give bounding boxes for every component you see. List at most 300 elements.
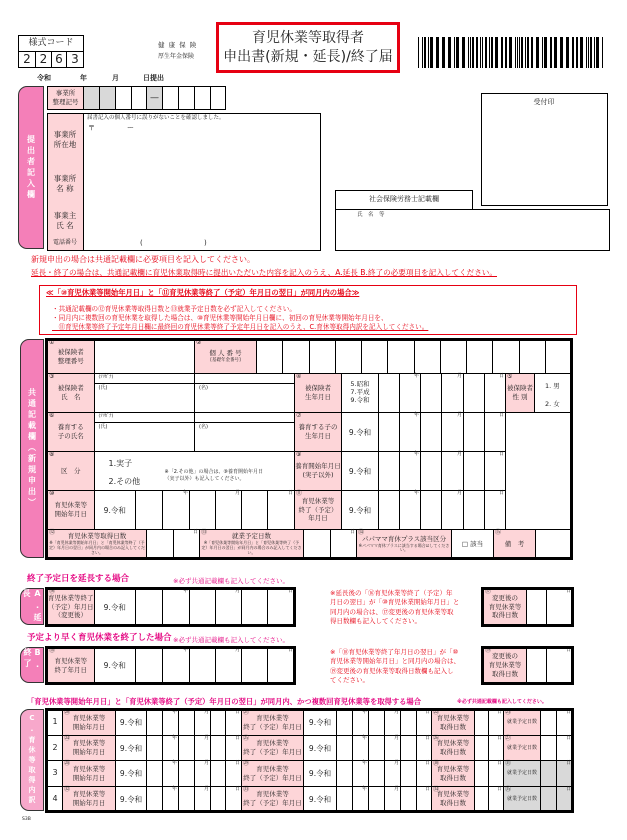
remarks-input[interactable] bbox=[535, 529, 572, 559]
barcode-bar bbox=[602, 37, 603, 68]
office-code-cell[interactable] bbox=[194, 86, 211, 110]
barcode-bar bbox=[448, 37, 451, 68]
leave-end-date-digit-input[interactable] bbox=[484, 490, 506, 530]
date-unit-label: 年 bbox=[182, 647, 188, 653]
barcode bbox=[418, 37, 605, 68]
notice-line: ・共通記載欄の⑫育児休業等取得日数と⑬就業予定日数を必ず記入してください。 bbox=[52, 305, 296, 313]
barcode-bar bbox=[515, 37, 516, 68]
insured-surname-input[interactable] bbox=[94, 373, 196, 413]
personal-number-digit-input[interactable] bbox=[309, 339, 336, 374]
breakdown-leave-days-input[interactable] bbox=[474, 786, 489, 812]
insured-given-name-input[interactable] bbox=[194, 373, 295, 413]
care-start-label-number: ⑨ bbox=[296, 451, 302, 458]
personal-number-digit-input[interactable] bbox=[466, 339, 493, 374]
barcode-bar bbox=[424, 37, 426, 68]
leave-start-date-digit-input[interactable] bbox=[215, 490, 242, 530]
breakdown-start-date-digit-input[interactable] bbox=[178, 735, 195, 761]
care-start-date-digit-input[interactable] bbox=[420, 451, 442, 491]
barcode-bar bbox=[580, 37, 583, 68]
extension-date-digit-input[interactable] bbox=[241, 588, 268, 626]
child-birthdate-digit-input[interactable] bbox=[378, 412, 400, 452]
breakdown-start-date-digit-input[interactable] bbox=[225, 760, 242, 787]
breakdown-leave-days-label-text: 育児休業等 取得日数 bbox=[436, 713, 470, 731]
section-extension-info: ※延長後の「⑯育児休業等終了（予定）年 月日の翌日」が「⑩育児休業開始年月日」と 同月内の場合は、⑰変更後の育児休業等取 得日数欄も記入してください。 bbox=[330, 589, 460, 626]
date-unit-label: 年 bbox=[361, 735, 367, 741]
day-unit: 日 bbox=[192, 529, 198, 535]
barcode-bar bbox=[489, 37, 490, 68]
breakdown-leave-days-input[interactable] bbox=[488, 709, 504, 736]
breakdown-start-label bbox=[62, 709, 116, 736]
breakdown-end-label-text: 育児休業等 終了（予定）年月日 bbox=[243, 790, 302, 807]
extension-date-digit-input[interactable] bbox=[189, 588, 216, 626]
breakdown-end-label-text: 育児休業等 終了（予定）年月日 bbox=[243, 764, 302, 782]
form-title-line2: 申出書(新規・延長)/終了届 bbox=[223, 48, 393, 65]
leave-days-input[interactable] bbox=[146, 529, 174, 559]
leave-end-date-digit-input[interactable] bbox=[399, 490, 421, 530]
termination-date-label-number: ⑱ bbox=[49, 647, 56, 654]
breakdown-leave-days-input[interactable] bbox=[474, 760, 489, 787]
office-address-label: 事業所 所在地 bbox=[53, 130, 77, 149]
date-unit-label: 月 bbox=[203, 786, 209, 792]
extension-changed-days-input[interactable] bbox=[546, 588, 573, 626]
date-unit-label: 年 bbox=[413, 451, 419, 457]
leave-end-date-digit-input[interactable] bbox=[463, 490, 485, 530]
office-code-cell[interactable] bbox=[131, 86, 147, 110]
section-termination-title: 予定より早く育児休業を終了した場合 bbox=[27, 633, 172, 643]
given-name-label: (名) bbox=[199, 424, 208, 430]
section-c-title: 「育児休業等開始年月日」と「育児休業等終了（予定）年月日の翌日」が同月内、かつ複数回育児休業等を取得する場合 bbox=[27, 697, 422, 706]
breakdown-work-days-input[interactable] bbox=[540, 735, 557, 761]
breakdown-end-date-digit-input[interactable] bbox=[352, 786, 369, 812]
category-option-biological[interactable]: 1.実子 bbox=[108, 459, 133, 468]
breakdown-start-date-digit-input[interactable] bbox=[146, 760, 163, 787]
breakdown-end-label bbox=[241, 760, 304, 787]
breakdown-end-date-digit-input[interactable] bbox=[368, 735, 385, 761]
insured-sex-input[interactable] bbox=[534, 373, 572, 413]
breakdown-start-date-digit-input[interactable] bbox=[146, 709, 163, 736]
insured-birthdate-digit-input[interactable] bbox=[441, 373, 464, 413]
breakdown-leave-days-label-number: ㉒ bbox=[433, 709, 440, 716]
breakdown-leave-days-input[interactable] bbox=[488, 786, 504, 812]
work-days-input[interactable] bbox=[330, 529, 357, 559]
termination-date-digit-input[interactable] bbox=[215, 647, 242, 684]
date-unit-label: 日 bbox=[234, 786, 240, 792]
personal-number-digit-input[interactable] bbox=[282, 339, 309, 374]
insured-birthdate-digit-input[interactable] bbox=[463, 373, 485, 413]
breakdown-end-date-digit-input[interactable] bbox=[400, 709, 417, 736]
barcode-bar bbox=[588, 37, 589, 68]
sharoushi-name-label: 氏 名 等 bbox=[357, 212, 385, 218]
barcode-bar bbox=[536, 37, 539, 68]
date-unit-label: 年 bbox=[182, 588, 188, 594]
breakdown-work-days-label bbox=[503, 786, 541, 812]
extension-date-label bbox=[47, 588, 95, 626]
breakdown-end-date-digit-input[interactable] bbox=[336, 709, 353, 736]
barcode-bar bbox=[572, 37, 574, 68]
breakdown-start-label-number: ㉜ bbox=[64, 786, 71, 793]
category-label bbox=[47, 451, 95, 491]
insured-birthdate-label-number: ④ bbox=[296, 373, 302, 380]
breakdown-start-label bbox=[62, 786, 116, 812]
breakdown-end-era: 9.令和 bbox=[303, 786, 337, 812]
breakdown-work-days-label-text: 就業予定日数 bbox=[506, 770, 537, 777]
breakdown-end-date-digit-input[interactable] bbox=[400, 786, 417, 812]
papa-mama-plus-label-number: ⑭ bbox=[358, 529, 365, 536]
sex-option-female[interactable]: 2. 女 bbox=[545, 400, 560, 408]
personal-number-digit-input[interactable] bbox=[440, 339, 467, 374]
work-days-label-number: ⑬ bbox=[201, 529, 208, 536]
breakdown-leave-days-label-number: ㉞ bbox=[433, 786, 440, 793]
date-unit-label: 月 bbox=[456, 373, 462, 379]
breakdown-start-date-digit-input[interactable] bbox=[162, 786, 179, 812]
breakdown-leave-days-input[interactable] bbox=[474, 735, 489, 761]
extension-changed-days-label-number: ⑰ bbox=[485, 588, 492, 595]
date-unit-label: 月 bbox=[234, 490, 240, 496]
insured-sex-label bbox=[505, 373, 535, 413]
notice-title: ≪「⑩育児休業等開始年月日」と「⑪育児休業等終了（予定）年月日の翌日」が同月内の場合≫ bbox=[46, 288, 360, 297]
breakdown-start-date-digit-input[interactable] bbox=[162, 735, 179, 761]
breakdown-end-date-digit-input[interactable] bbox=[384, 735, 401, 761]
termination-changed-days-input[interactable] bbox=[546, 647, 573, 684]
termination-changed-days-input[interactable] bbox=[526, 647, 547, 684]
extension-date-label-number: ⑯ bbox=[49, 588, 56, 595]
leave-end-date-digit-input[interactable] bbox=[378, 490, 400, 530]
owner-name-label: 事業主 氏 名 bbox=[53, 211, 77, 230]
leave-end-label-number: ⑪ bbox=[296, 490, 303, 497]
breakdown-start-date-digit-input[interactable] bbox=[225, 786, 242, 812]
date-unit-label: 日 bbox=[234, 735, 240, 741]
insured-birth-era[interactable]: 5.昭和 7.平成 9.令和 bbox=[341, 373, 379, 413]
furigana-label: (ﾌﾘｶﾞﾅ) bbox=[98, 414, 114, 419]
leave-end-label-text: 育児休業等 終了（予定） 年月日 bbox=[298, 496, 338, 523]
given-name-label: (名) bbox=[199, 385, 208, 391]
barcode-bar bbox=[501, 37, 503, 68]
child-name-label bbox=[47, 412, 95, 452]
breakdown-start-label-text: 育児休業等 開始年月日 bbox=[72, 713, 106, 731]
child-birthdate-digit-input[interactable] bbox=[441, 412, 464, 452]
barcode-bar bbox=[480, 37, 481, 68]
barcode-bar bbox=[566, 37, 569, 68]
form-title-box bbox=[216, 22, 400, 73]
barcode-bar bbox=[594, 37, 595, 68]
breakdown-start-date-digit-input[interactable] bbox=[194, 786, 211, 812]
breakdown-work-days-input bbox=[540, 786, 557, 812]
barcode-bar bbox=[495, 37, 498, 68]
breakdown-row-number: 2 bbox=[47, 735, 63, 761]
date-unit-label: 月 bbox=[456, 490, 462, 496]
child-birthdate-digit-input[interactable] bbox=[420, 412, 442, 452]
office-code-cell[interactable] bbox=[178, 86, 195, 110]
leave-start-date-digit-input[interactable] bbox=[267, 490, 295, 530]
breakdown-end-date-digit-input[interactable] bbox=[352, 760, 369, 787]
breakdown-leave-days-label-text: 育児休業等 取得日数 bbox=[436, 739, 470, 756]
breakdown-start-label-number: ㉘ bbox=[64, 760, 71, 767]
insured-birthdate-digit-input[interactable] bbox=[420, 373, 442, 413]
breakdown-end-date-digit-input[interactable] bbox=[416, 709, 432, 736]
date-unit-label: 日 bbox=[498, 412, 504, 418]
child-birthdate-digit-input[interactable] bbox=[399, 412, 421, 452]
breakdown-end-label-number: ㉑ bbox=[243, 709, 250, 716]
office-code-cell[interactable] bbox=[162, 86, 179, 110]
date-unit-label: 日 bbox=[424, 786, 430, 792]
personal-number-digit-input[interactable] bbox=[387, 339, 414, 374]
leave-start-era: 9.令和 bbox=[94, 490, 137, 530]
breakdown-end-date-digit-input[interactable] bbox=[368, 786, 385, 812]
remarks-label-number: ⑮ bbox=[495, 529, 502, 536]
breakdown-end-date-digit-input[interactable] bbox=[352, 709, 369, 736]
insured-number-label bbox=[47, 339, 95, 374]
breakdown-leave-days-input[interactable] bbox=[474, 709, 489, 736]
barcode-bar bbox=[470, 37, 471, 68]
breakdown-end-date-digit-input[interactable] bbox=[416, 786, 432, 812]
care-start-date-digit-input[interactable] bbox=[399, 451, 421, 491]
leave-days-input[interactable] bbox=[173, 529, 200, 559]
date-unit-label: 日 bbox=[498, 451, 504, 457]
breakdown-end-date-digit-input[interactable] bbox=[336, 760, 353, 787]
breakdown-end-label-number: ㉙ bbox=[243, 760, 250, 767]
barcode-bar bbox=[519, 37, 520, 68]
breakdown-start-date-digit-input[interactable] bbox=[178, 760, 195, 787]
category-note: ※「2.その他」の場合は、⑨養育開始年月日 （実子以外）も記入してください。 bbox=[164, 469, 263, 482]
leave-start-date-digit-input[interactable] bbox=[162, 490, 190, 530]
sharoushi-label: 社会保険労務士記載欄 bbox=[335, 190, 473, 210]
breakdown-work-days-input[interactable] bbox=[540, 709, 557, 736]
breakdown-start-date-digit-input[interactable] bbox=[162, 709, 179, 736]
personal-number-digit-input[interactable] bbox=[256, 339, 283, 374]
category-input[interactable] bbox=[94, 451, 296, 491]
extension-changed-days-input[interactable] bbox=[526, 588, 547, 626]
insured-birthdate-digit-input[interactable] bbox=[378, 373, 400, 413]
termination-date-digit-input[interactable] bbox=[189, 647, 216, 684]
date-unit-label: 日 bbox=[287, 490, 293, 496]
insurance-health-label: 健 康 保 険 bbox=[158, 41, 198, 49]
extension-date-digit-input[interactable] bbox=[267, 588, 295, 626]
receipt-stamp-label: 受付印 bbox=[533, 98, 555, 106]
breakdown-end-label-number: ㉕ bbox=[243, 735, 250, 742]
breakdown-start-date-digit-input[interactable] bbox=[210, 735, 226, 761]
date-unit-label: 日 bbox=[498, 490, 504, 496]
personal-number-digit-input[interactable] bbox=[335, 339, 362, 374]
breakdown-start-label-text: 育児休業等 開始年月日 bbox=[72, 790, 106, 807]
breakdown-start-date-digit-input[interactable] bbox=[178, 786, 195, 812]
breakdown-start-date-digit-input[interactable] bbox=[162, 760, 179, 787]
care-start-era: 9.令和 bbox=[341, 451, 379, 491]
breakdown-start-label-text: 育児休業等 開始年月日 bbox=[72, 739, 106, 756]
breakdown-end-date-digit-input[interactable] bbox=[400, 760, 417, 787]
child-birthdate-label-number: ⑦ bbox=[296, 412, 302, 419]
breakdown-start-date-digit-input[interactable] bbox=[194, 760, 211, 787]
furigana-label: (ﾌﾘｶﾞﾅ) bbox=[98, 375, 114, 380]
personal-number-label bbox=[194, 339, 257, 374]
leave-start-date-digit-input[interactable] bbox=[241, 490, 268, 530]
date-unit-label: 月 bbox=[393, 760, 399, 766]
work-days-input[interactable] bbox=[303, 529, 331, 559]
breakdown-end-date-digit-input[interactable] bbox=[352, 735, 369, 761]
remarks-label-text: 備 考 bbox=[504, 539, 525, 548]
breakdown-start-label-number: ㉔ bbox=[64, 735, 71, 742]
termination-date-digit-input[interactable] bbox=[135, 647, 163, 684]
leave-end-label bbox=[294, 490, 342, 530]
office-code-cell[interactable] bbox=[210, 86, 226, 110]
termination-date-digit-input[interactable] bbox=[267, 647, 295, 684]
submit-day-label: 日提出 bbox=[143, 74, 164, 82]
form-title-line1: 育児休業等取得者 bbox=[252, 29, 364, 46]
furigana-divider bbox=[94, 383, 294, 384]
barcode-bar bbox=[542, 37, 543, 68]
insured-name-label bbox=[47, 373, 95, 413]
insured-birthdate-label bbox=[294, 373, 342, 413]
insured-birthdate-digit-input[interactable] bbox=[399, 373, 421, 413]
day-unit: 日 bbox=[565, 647, 571, 653]
care-start-date-digit-input[interactable] bbox=[441, 451, 464, 491]
footer-code: S3B bbox=[22, 817, 31, 822]
owner-name-input[interactable] bbox=[88, 203, 318, 233]
surname-label: (氏) bbox=[98, 385, 108, 391]
leave-days-label bbox=[47, 529, 147, 559]
submit-year-label: 年 bbox=[80, 74, 87, 82]
breakdown-end-date-digit-input[interactable] bbox=[368, 760, 385, 787]
office-name-input[interactable] bbox=[88, 168, 318, 198]
termination-date-digit-input[interactable] bbox=[162, 647, 190, 684]
breakdown-end-date-digit-input[interactable] bbox=[384, 760, 401, 787]
leave-end-era: 9.令和 bbox=[341, 490, 379, 530]
breakdown-end-era: 9.令和 bbox=[303, 735, 337, 761]
extension-date-digit-input[interactable] bbox=[135, 588, 163, 626]
child-surname-input[interactable] bbox=[94, 412, 196, 452]
breakdown-start-date-digit-input[interactable] bbox=[210, 786, 226, 812]
breakdown-end-date-digit-input[interactable] bbox=[416, 760, 432, 787]
date-unit-label: 月 bbox=[234, 647, 240, 653]
insured-birthdate-digit-input[interactable] bbox=[484, 373, 506, 413]
form-code-label: 様式コード bbox=[18, 35, 84, 52]
care-start-date-digit-input[interactable] bbox=[378, 451, 400, 491]
leave-end-date-digit-input[interactable] bbox=[420, 490, 442, 530]
breakdown-start-date-digit-input[interactable] bbox=[225, 735, 242, 761]
child-name-label-number: ⑥ bbox=[49, 412, 55, 419]
insured-sex-label-text: 被保険者 性 別 bbox=[507, 384, 533, 401]
day-unit: 日 bbox=[565, 786, 571, 792]
breakdown-end-date-digit-input[interactable] bbox=[368, 709, 385, 736]
breakdown-end-era: 9.令和 bbox=[303, 760, 337, 787]
care-start-date-digit-input[interactable] bbox=[484, 451, 506, 491]
extension-date-digit-input[interactable] bbox=[215, 588, 242, 626]
date-unit-label: 日 bbox=[424, 709, 430, 715]
leave-start-date-digit-input[interactable] bbox=[189, 490, 216, 530]
insured-name-label-text: 被保険者 氏 名 bbox=[57, 384, 84, 401]
termination-date-digit-input[interactable] bbox=[241, 647, 268, 684]
personal-number-digit-input[interactable] bbox=[361, 339, 388, 374]
leave-days-label-text: 育児休業等取得日数 bbox=[67, 532, 127, 541]
category-option-other[interactable]: 2.その他 bbox=[108, 477, 141, 486]
category-label-text: 区 分 bbox=[61, 466, 81, 475]
breakdown-start-date-digit-input[interactable] bbox=[210, 709, 226, 736]
breakdown-work-days-label-number: ㉛ bbox=[505, 760, 512, 767]
breakdown-end-date-digit-input[interactable] bbox=[336, 786, 353, 812]
papa-mama-plus-label-text: パパママ育休プラス該当区分 bbox=[361, 534, 447, 543]
day-unit: 日 bbox=[565, 760, 571, 766]
breakdown-row-number: 3 bbox=[47, 760, 63, 787]
date-unit-label: 月 bbox=[234, 588, 240, 594]
personal-number-label-number: ② bbox=[196, 339, 202, 346]
leave-start-date-digit-input[interactable] bbox=[135, 490, 163, 530]
breakdown-end-date-digit-input[interactable] bbox=[384, 709, 401, 736]
personal-number-digit-input[interactable] bbox=[519, 339, 546, 374]
breakdown-leave-days-input[interactable] bbox=[488, 760, 504, 787]
date-unit-label: 年 bbox=[413, 490, 419, 496]
work-days-label bbox=[199, 529, 304, 559]
breakdown-end-date-digit-input[interactable] bbox=[400, 735, 417, 761]
care-start-date-digit-input[interactable] bbox=[463, 451, 485, 491]
breakdown-start-date-digit-input[interactable] bbox=[225, 709, 242, 736]
office-code-cell bbox=[83, 86, 100, 110]
date-unit-label: 月 bbox=[393, 709, 399, 715]
date-unit-label: 年 bbox=[361, 786, 367, 792]
breakdown-start-date-digit-input[interactable] bbox=[194, 735, 211, 761]
breakdown-start-date-digit-input[interactable] bbox=[194, 709, 211, 736]
day-unit: 日 bbox=[349, 529, 355, 535]
sex-option-male[interactable]: 1. 男 bbox=[545, 382, 560, 390]
breakdown-start-date-digit-input[interactable] bbox=[146, 786, 163, 812]
termination-date-label-text: 育児休業等 終了年月日 bbox=[54, 656, 87, 674]
breakdown-end-date-digit-input[interactable] bbox=[336, 735, 353, 761]
breakdown-start-date-digit-input[interactable] bbox=[178, 709, 195, 736]
breakdown-end-label bbox=[241, 735, 304, 761]
barcode-bar bbox=[456, 37, 459, 68]
breakdown-work-days-label-text: 就業予定日数 bbox=[506, 744, 537, 751]
date-unit-label: 月 bbox=[393, 786, 399, 792]
phone-paren-open: ( bbox=[140, 239, 143, 247]
breakdown-start-date-digit-input[interactable] bbox=[210, 760, 226, 787]
blank-area bbox=[505, 412, 572, 530]
insured-number-input[interactable] bbox=[94, 339, 196, 374]
office-address-input[interactable] bbox=[88, 133, 318, 163]
insured-sex-label-number: ⑤ bbox=[507, 373, 513, 380]
breakdown-leave-days-label bbox=[431, 760, 475, 787]
office-code-cell[interactable] bbox=[115, 86, 132, 110]
date-unit-label: 日 bbox=[234, 709, 240, 715]
breakdown-leave-days-input[interactable] bbox=[488, 735, 504, 761]
breakdown-end-date-digit-input[interactable] bbox=[416, 735, 432, 761]
child-given-name-input[interactable] bbox=[194, 412, 295, 452]
extension-date-label-text: 育児休業等終了 （予定）年月日 （変更後） bbox=[48, 593, 94, 620]
day-unit: 日 bbox=[565, 588, 571, 594]
barcode-bar bbox=[482, 37, 483, 68]
child-birthdate-digit-input[interactable] bbox=[484, 412, 506, 452]
submit-era-label: 令和 bbox=[37, 74, 51, 82]
insured-name-label-number: ③ bbox=[49, 373, 55, 380]
section-termination-tab: B.終了 bbox=[20, 647, 44, 683]
date-unit-label: 年 bbox=[171, 786, 177, 792]
personal-number-digit-input[interactable] bbox=[492, 339, 519, 374]
personal-number-digit-input[interactable] bbox=[545, 339, 572, 374]
papa-mama-plus-checkbox[interactable]: □ 該当 bbox=[451, 529, 494, 559]
barcode-bar bbox=[436, 37, 439, 68]
breakdown-end-date-digit-input[interactable] bbox=[384, 786, 401, 812]
section-extension-title: 終了予定日を延長する場合 bbox=[27, 574, 130, 584]
phone-paren-close: ) bbox=[204, 239, 207, 247]
barcode-bar bbox=[517, 37, 518, 68]
breakdown-start-date-digit-input[interactable] bbox=[146, 735, 163, 761]
personal-number-digit-input[interactable] bbox=[414, 339, 441, 374]
child-birthdate-digit-input[interactable] bbox=[463, 412, 485, 452]
barcode-bar bbox=[476, 37, 478, 68]
child-birthdate-label bbox=[294, 412, 342, 452]
breakdown-work-days-input[interactable] bbox=[556, 709, 573, 736]
date-unit-label: 日 bbox=[234, 760, 240, 766]
extension-date-digit-input[interactable] bbox=[162, 588, 190, 626]
breakdown-work-days-input[interactable] bbox=[556, 735, 573, 761]
leave-end-date-digit-input[interactable] bbox=[441, 490, 464, 530]
